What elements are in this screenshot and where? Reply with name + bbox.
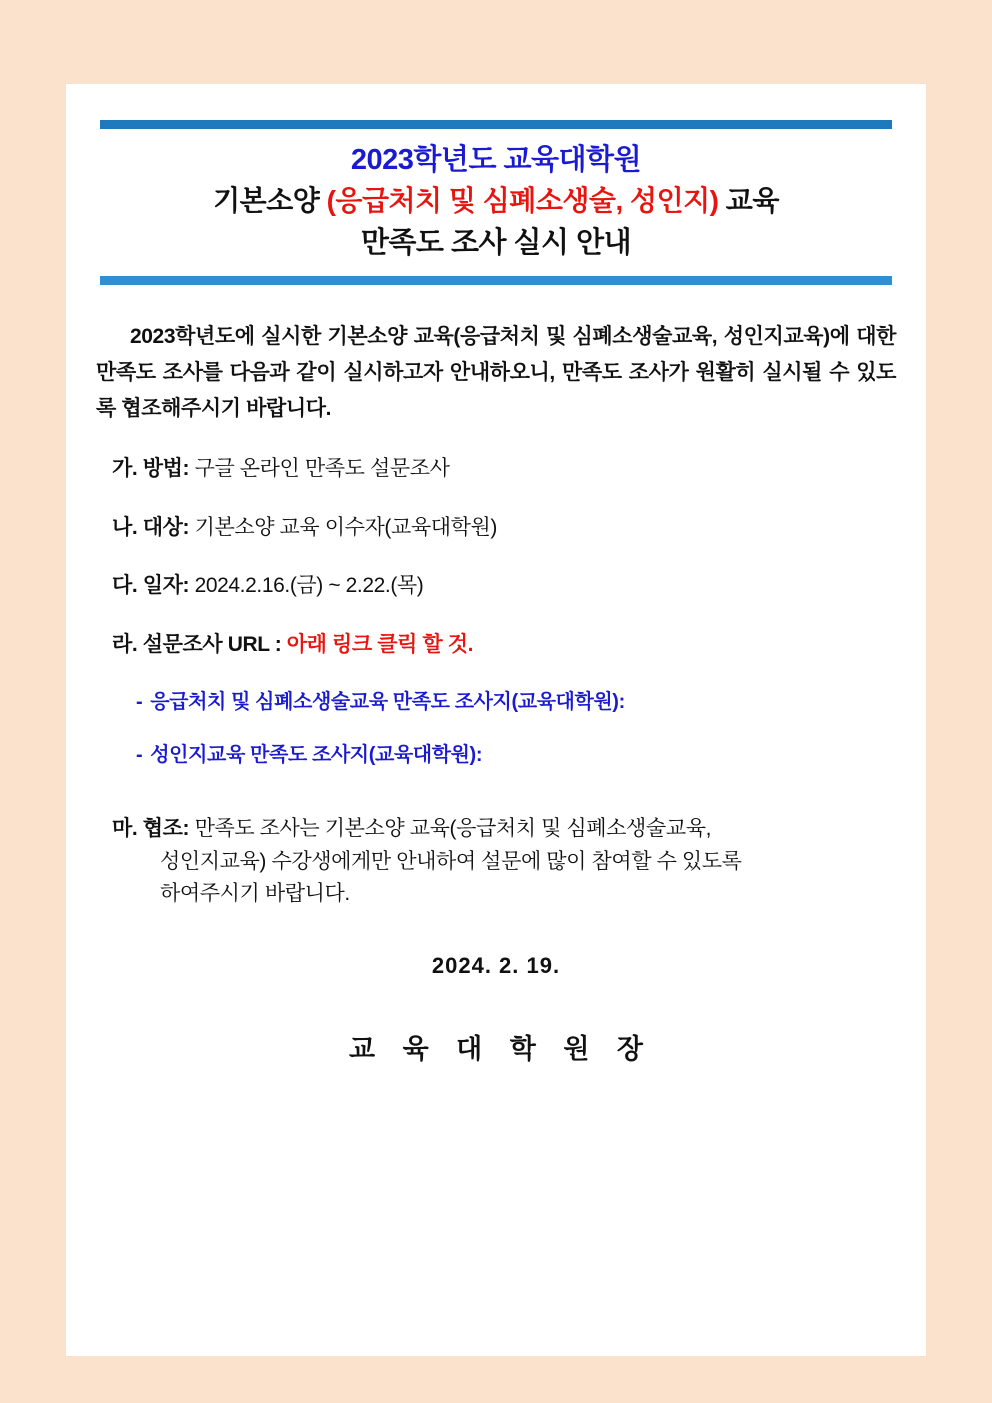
survey-link-first-aid[interactable] xyxy=(96,685,896,714)
notice-paper xyxy=(66,84,926,1356)
title-line-2-part-1: 기본소양 xyxy=(213,185,327,217)
item-cooperation-mark: 마. 협조: xyxy=(112,817,190,841)
item-cooperation xyxy=(96,813,896,911)
lead-paragraph xyxy=(96,319,896,427)
item-survey-url xyxy=(96,628,896,662)
notice-content xyxy=(96,120,896,1066)
link-dash-icon: - xyxy=(136,744,143,767)
title-line-3 xyxy=(96,222,896,264)
item-method xyxy=(96,452,896,486)
item-cooperation-line-2: 성인지교육) 수강생에게만 안내하여 설문에 많이 참여할 수 있도록 xyxy=(160,849,742,873)
item-method-value: 구글 온라인 만족도 설문조사 xyxy=(194,457,450,481)
signer-title: 교 육 대 학 원 장 xyxy=(349,1034,653,1065)
title-line-2-part-2: (응급처치 및 심폐소생술, 성인지) xyxy=(326,185,719,217)
item-cooperation-line-3: 하여주시기 바랍니다. xyxy=(160,882,350,906)
item-target-value: 기본소양 교육 이수자(교육대학원) xyxy=(194,515,498,539)
survey-link-gender-awareness[interactable] xyxy=(96,738,896,767)
title-line-2 xyxy=(96,181,896,222)
lead-paragraph-text: 2023학년도에 실시한 기본소양 교육(응급처치 및 심폐소생술교육, 성인지교육)에 대한 만족도 조사를 다음과 같이 실시하고자 안내하오니, 만족도 조사가 원활히 실시될 수 있도록 협조해주시기 바랍니다. xyxy=(96,324,896,420)
notice-title xyxy=(96,129,896,268)
item-cooperation-line-1: 만족도 조사는 기본소양 교육(응급처치 및 심폐소생술교육, xyxy=(194,817,712,841)
title-line-2-part-3: 교육 xyxy=(718,185,779,217)
item-survey-url-mark: 라. 설문조사 URL : xyxy=(112,632,282,656)
title-top-rule xyxy=(100,120,892,129)
item-survey-url-value: 아래 링크 클릭 할 것. xyxy=(286,632,474,656)
title-line-1 xyxy=(96,139,896,181)
item-date-range-mark: 다. 일자: xyxy=(112,574,190,598)
item-date-range xyxy=(96,569,896,603)
survey-link-gender-awareness-label[interactable]: 성인지교육 만족도 조사지(교육대학원): xyxy=(150,744,483,767)
issue-date: 2024. 2. 19. xyxy=(431,953,561,979)
title-bottom-rule xyxy=(100,276,892,285)
title-line-3-text: 만족도 조사 실시 안내 xyxy=(360,226,632,259)
item-target-mark: 나. 대상: xyxy=(112,515,190,539)
item-date-range-value: 2024.2.16.(금) ~ 2.22.(목) xyxy=(194,574,424,598)
survey-link-first-aid-label[interactable]: 응급처치 및 심폐소생술교육 만족도 조사지(교육대학원): xyxy=(150,691,625,714)
title-line-1-text: 2023학년도 교육대학원 xyxy=(350,144,642,176)
link-dash-icon: - xyxy=(136,691,143,714)
item-method-mark: 가. 방법: xyxy=(112,457,190,481)
item-target xyxy=(96,511,896,545)
